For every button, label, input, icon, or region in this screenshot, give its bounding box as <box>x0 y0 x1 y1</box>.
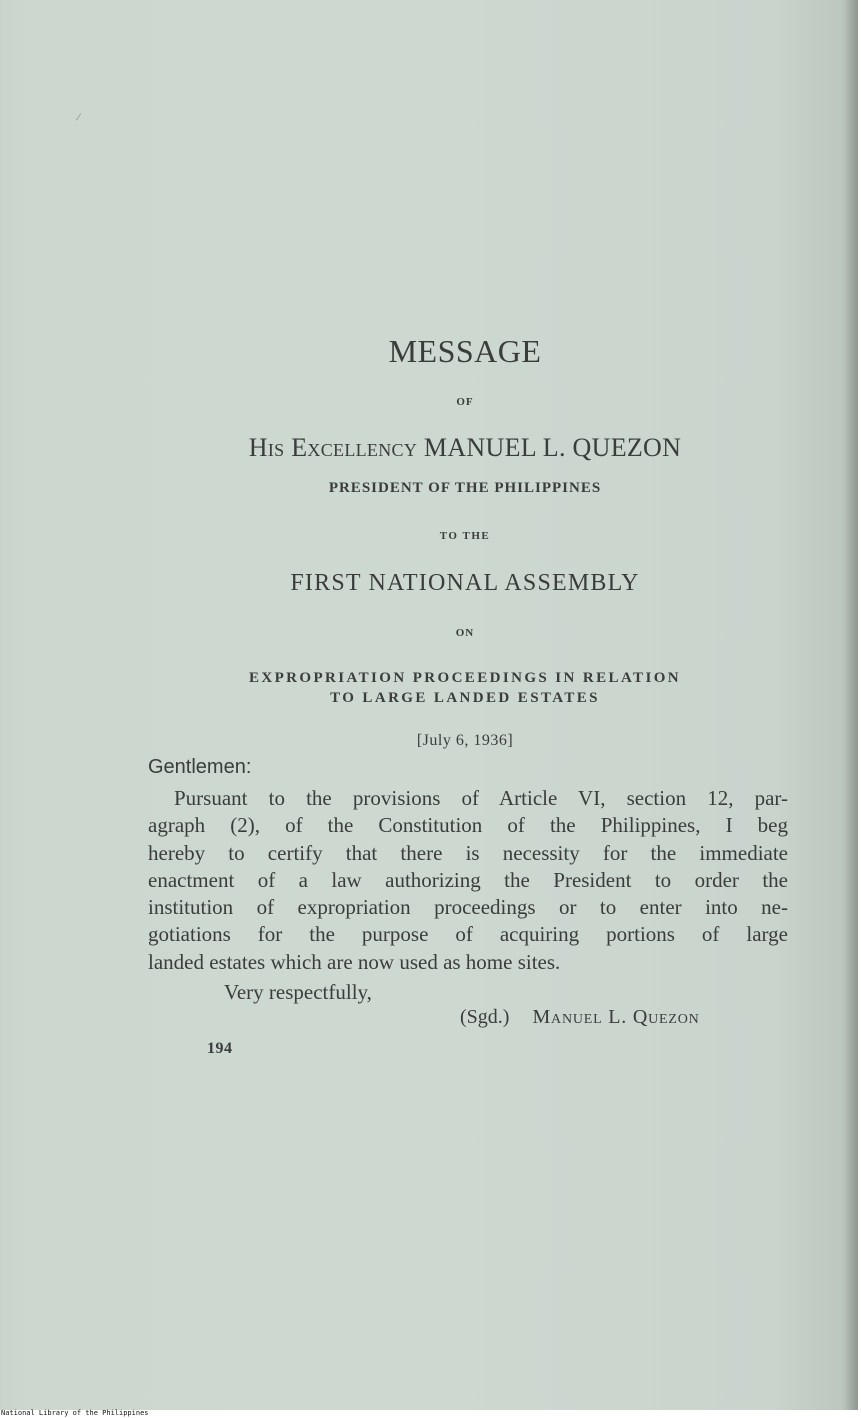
body-line: gotiations for the purpose of acquiring portions of large <box>148 922 788 947</box>
subject-line-2: TO LARGE LANDED ESTATES <box>330 690 600 706</box>
body-line: hereby to certify that there is necessity for the immediate <box>148 840 788 865</box>
recipient: FIRST NATIONAL ASSEMBLY <box>290 570 640 596</box>
signature-name: Manuel L. Quezon <box>532 1006 700 1028</box>
to-the-label: TO THE <box>439 530 491 542</box>
author-line: His Excellency MANUEL L. QUEZON <box>248 433 682 462</box>
page-number: 194 <box>207 1040 233 1057</box>
of-label: OF <box>456 396 474 408</box>
paper-mark <box>76 113 81 120</box>
closing: Very respectfully, <box>224 980 372 1004</box>
salutation: Gentlemen: <box>148 756 252 778</box>
body-line: agraph (2), of the Constitution of the Philippines, I beg <box>148 813 788 838</box>
body-line: enactment of a law authorizing the President to order the <box>148 867 788 892</box>
body-line: Pursuant to the provisions of Article VI, section 12, par- <box>174 786 788 810</box>
body-line: landed estates which are now used as home sites. <box>148 949 561 974</box>
library-credit: National Library of the Philippines <box>1 1409 149 1417</box>
on-label: ON <box>455 627 475 639</box>
message-body <box>148 785 788 976</box>
signature-prefix: (Sgd.) <box>460 1006 510 1028</box>
document-title: MESSAGE <box>388 333 542 369</box>
message-date: [July 6, 1936] <box>416 732 514 749</box>
signature <box>460 1006 700 1029</box>
body-line: institution of expropriation proceedings or to enter into ne- <box>148 895 788 920</box>
subject-line-1: EXPROPRIATION PROCEEDINGS IN RELATION <box>248 670 682 686</box>
author-position: PRESIDENT OF THE PHILIPPINES <box>328 480 602 496</box>
